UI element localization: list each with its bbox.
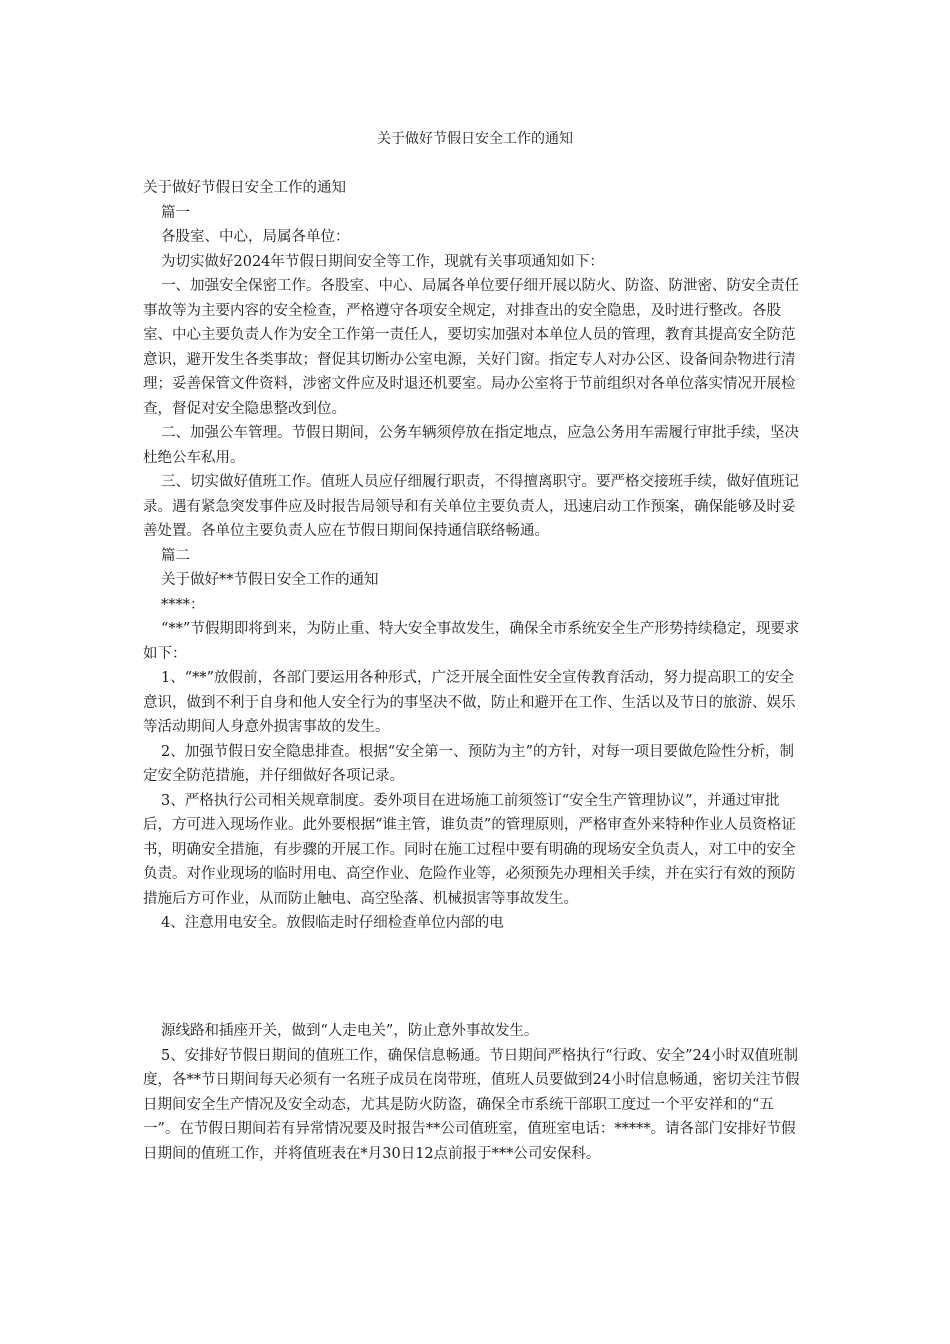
paragraph-item-3: 三、切实做好值班工作。值班人员应仔细履行职责，不得擅离职守。要严格交接班手续，做好值班记录。遇有紧急突发事件应及时报告局领导和有关单位主要负责人，迅速启动工作预案，确保能够及时妥善处置。各单位主要负责人应在节假日期间保持通信联络畅通。	[143, 474, 799, 539]
page-title: 关于做好节假日安全工作的通知	[377, 131, 573, 147]
section-label-1: 篇一	[161, 204, 190, 221]
body-text-block-2	[143, 1019, 808, 1166]
numbered-item-4-start: 4、注意用电安全。放假临走时仔细检查单位内部的电	[161, 915, 504, 931]
paragraph-heading: 关于做好节假日安全工作的通知	[143, 180, 346, 196]
section-2-title: 关于做好**节假日安全工作的通知	[161, 572, 379, 588]
intro-paragraph-2: “**”节假期即将到来，为防止重、特大安全事故发生，确保全市系统安全生产形势持续稳定，现要求如下：	[143, 621, 800, 662]
numbered-item-5: 5、安排好节假日期间的值班工作，确保信息畅通。节日期间严格执行“行政、安全”24小时双值班制度，各**节日期间每天必须有一名班子成员在岗带班，值班人员要做到24小时信息畅通，密切关注节假日期间安全生产情况及安全动态，尤其是防火防盗，确保全市系统干部职工度过一个平安祥和的“五一”。在节假日期间若有异常情况要及时报告**公司值班室，值班室电话：*****。请各部门安排好节假日期间的值班工作，并将值班表在*月30日12点前报于***公司安保科。	[143, 1047, 800, 1162]
salutation-2: ****：	[161, 596, 205, 613]
paragraph-item-1: 一、加强安全保密工作。各股室、中心、局属各单位要仔细开展以防火、防盗、防泄密、防安全责任事故等为主要内容的安全检查，严格遵守各项安全规定，对排查出的安全隐患，及时进行整改。各股室、中心主要负责人作为安全工作第一责任人，要切实加强对本单位人员的管理，教育其提高安全防范意识，避开发生各类事故；督促其切断办公室电源，关好门窗。指定专人对办公区、设备间杂物进行清理；妥善保管文件资料，涉密文件应及时退还机要室。局办公室将于节前组织对各单位落实情况开展检查，督促对安全隐患整改到位。	[143, 278, 799, 417]
numbered-item-4-end: 源线路和插座开关，做到“人走电关”，防止意外事故发生。	[161, 1023, 539, 1039]
numbered-item-3: 3、严格执行公司相关规章制度。委外项目在进场施工前须签订“安全生产管理协议”，并通过审批后，方可进入现场作业。此外要根据“谁主管，谁负责”的管理原则，严格审查外来特种作业人员资格证书，明确安全措施，有步骤的开展工作。同时在施工过程中要有明确的现场安全负责人，对工中的安全负责。对作业现场的临时用电、高空作业、危险作业等，必须预先办理相关手续，并在实行有效的预防措施后方可作业，从而防止触电、高空坠落、机械损害等事故发生。	[143, 792, 796, 907]
salutation-1: 各股室、中心，局属各单位：	[161, 229, 350, 245]
intro-paragraph-1: 为切实做好2024年节假日期间安全等工作，现就有关事项通知如下：	[161, 253, 604, 270]
numbered-item-2: 2、加强节假日安全隐患排查。根据“安全第一、预防为主”的方针，对每一项目要做危险性分析，制定安全防范措施，并仔细做好各项记录。	[143, 743, 795, 784]
section-label-2: 篇二	[161, 547, 190, 564]
numbered-item-1: 1、“**”放假前，各部门要运用各种形式，广泛开展全面性安全宣传教育活动，努力提高职工的安全意识，做到不利于自身和他人安全行为的事坚决不做，防止和避开在工作、生活以及节日的旅游、娱乐等活动期间人身意外损害事故的发生。	[143, 670, 796, 735]
body-text-block-1	[143, 176, 808, 936]
paragraph-item-2: 二、加强公车管理。节假日期间，公务车辆须停放在指定地点，应急公务用车需履行审批手续，坚决杜绝公车私用。	[143, 425, 799, 466]
